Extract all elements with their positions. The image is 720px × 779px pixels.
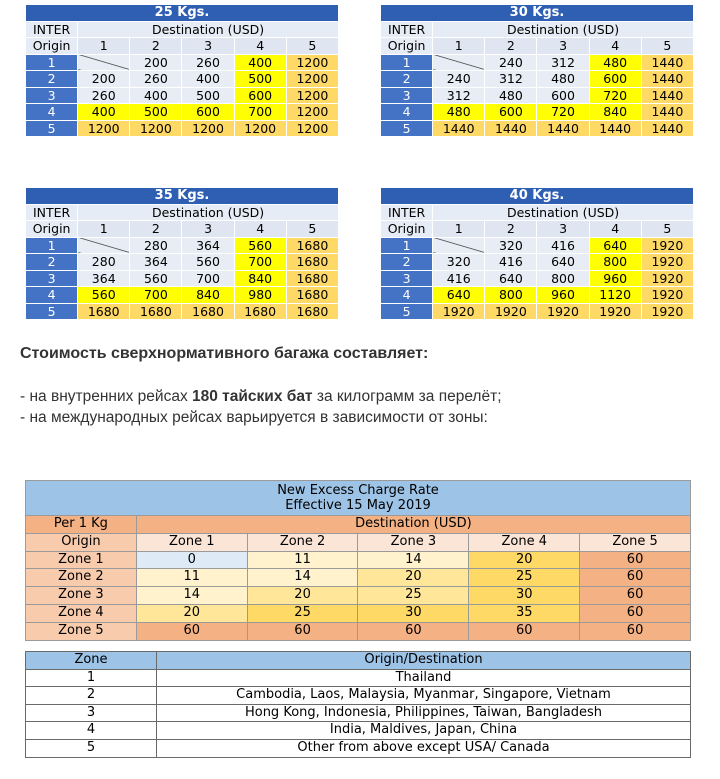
origin-label: Origin (26, 38, 78, 55)
excess-origin-label: Origin (26, 533, 137, 551)
excess-rate-cell: 20 (469, 551, 580, 569)
origin-zone-label: Zone 3 (26, 587, 137, 605)
rate-cell: 700 (130, 287, 182, 304)
rate-cell: 640 (589, 237, 641, 254)
rate-cell: 720 (537, 104, 589, 121)
origin-row-label: 3 (26, 270, 78, 287)
origin-label: Origin (26, 221, 78, 238)
destination-column-header: 1 (433, 38, 485, 55)
rate-cell: 560 (234, 237, 286, 254)
rate-cell: 280 (78, 254, 130, 271)
rate-cell: 1200 (78, 120, 130, 137)
rate-cell: 560 (130, 270, 182, 287)
zone-list-table (25, 651, 691, 758)
rate-cell: 480 (589, 54, 641, 71)
excess-title-line2: Effective 15 May 2019 (285, 498, 431, 513)
rate-cell: 1680 (286, 270, 338, 287)
corner-label: INTER (381, 204, 433, 221)
rate-cell: 640 (485, 270, 537, 287)
excess-rate-cell: 35 (469, 604, 580, 622)
rate-cell: 1440 (641, 71, 693, 88)
rate-cell: 1680 (130, 303, 182, 320)
rate-cell: 840 (589, 104, 641, 121)
baggage-rate-table (380, 4, 694, 137)
destination-column-header: 4 (589, 221, 641, 238)
rate-cell: 1680 (286, 303, 338, 320)
rate-cell: 416 (485, 254, 537, 271)
origin-row-label: 1 (26, 237, 78, 254)
rate-cell: 600 (589, 71, 641, 88)
rate-cell: 400 (234, 54, 286, 71)
rate-cell: 960 (589, 270, 641, 287)
rate-cell: 312 (485, 71, 537, 88)
per-kg-label: Per 1 Kg (26, 516, 137, 534)
rate-cell: 840 (182, 287, 234, 304)
rate-cell: 1680 (286, 237, 338, 254)
destination-column-header: 5 (286, 221, 338, 238)
zone-number: 2 (26, 687, 157, 705)
destination-label: Destination (USD) (433, 204, 694, 221)
origin-row-label: 3 (381, 270, 433, 287)
excess-heading: Стоимость сверхнормативного багажа составляет: (20, 345, 429, 362)
rate-cell: 1920 (537, 303, 589, 320)
rate-cell: 560 (78, 287, 130, 304)
rate-cell: 1120 (589, 287, 641, 304)
excess-destination-label: Destination (USD) (136, 516, 690, 534)
rate-cell: 1440 (641, 87, 693, 104)
rate-cell: 1200 (286, 71, 338, 88)
rate-cell: 1200 (286, 54, 338, 71)
origin-zone-label: Zone 2 (26, 569, 137, 587)
rate-cell: 312 (433, 87, 485, 104)
zone-number: 1 (26, 669, 157, 687)
rate-cell: 1920 (641, 287, 693, 304)
rate-cell: 600 (485, 104, 537, 121)
excess-rate-cell: 14 (247, 569, 358, 587)
origin-label: Origin (381, 38, 433, 55)
rate-cell: 364 (182, 237, 234, 254)
zone-number: 4 (26, 722, 157, 740)
destination-zone-header: Zone 2 (247, 533, 358, 551)
excess-rate-cell: 60 (358, 622, 469, 640)
rate-cell: 640 (433, 287, 485, 304)
excess-rate-cell: 14 (358, 551, 469, 569)
origin-row-label: 5 (381, 303, 433, 320)
rate-cell: 1680 (234, 303, 286, 320)
excess-rate-cell: 60 (580, 604, 691, 622)
rate-cell: 1680 (78, 303, 130, 320)
destination-label: Destination (USD) (78, 21, 339, 38)
rate-cell: 1920 (641, 254, 693, 271)
origin-row-label: 2 (26, 71, 78, 88)
excess-rate-cell: 30 (358, 604, 469, 622)
destination-zone-header: Zone 5 (580, 533, 691, 551)
corner-label: INTER (381, 21, 433, 38)
rate-cell: 200 (130, 54, 182, 71)
excess-rate-cell: 25 (247, 604, 358, 622)
rate-cell: 200 (78, 71, 130, 88)
rate-cell: 1200 (234, 120, 286, 137)
excess-rate-cell: 25 (358, 587, 469, 605)
rate-cell: 1440 (433, 120, 485, 137)
rate-cell: 400 (78, 104, 130, 121)
rate-cell: 1680 (182, 303, 234, 320)
rate-cell: 260 (130, 71, 182, 88)
destination-column-header: 4 (234, 38, 286, 55)
rate-cell: 240 (433, 71, 485, 88)
rate-cell: 500 (182, 87, 234, 104)
excess-rate-cell: 60 (247, 622, 358, 640)
rate-cell: 560 (182, 254, 234, 271)
destination-column-header: 5 (641, 221, 693, 238)
zone-header: Zone (26, 652, 157, 670)
weight-title: 40 Kgs. (381, 188, 694, 205)
baggage-rate-table (25, 187, 339, 320)
rate-cell (78, 54, 130, 71)
rate-cell: 400 (130, 87, 182, 104)
zone-countries: Hong Kong, Indonesia, Philippines, Taiwan, Bangladesh (157, 704, 691, 722)
rate-cell: 260 (182, 54, 234, 71)
origin-row-label: 3 (381, 87, 433, 104)
rate-cell: 1200 (182, 120, 234, 137)
excess-title (26, 481, 691, 516)
rate-cell: 840 (234, 270, 286, 287)
rate-cell: 416 (537, 237, 589, 254)
rate-cell: 364 (130, 254, 182, 271)
destination-column-header: 5 (286, 38, 338, 55)
rate-cell: 1440 (537, 120, 589, 137)
excess-rate-cell: 20 (247, 587, 358, 605)
rate-cell: 700 (234, 254, 286, 271)
weight-title: 30 Kgs. (381, 5, 694, 22)
rate-cell: 1440 (641, 120, 693, 137)
origin-destination-header: Origin/Destination (157, 652, 691, 670)
rate-cell: 320 (433, 254, 485, 271)
destination-column-header: 2 (130, 38, 182, 55)
zone-countries: India, Maldives, Japan, China (157, 722, 691, 740)
destination-column-header: 3 (537, 221, 589, 238)
origin-label: Origin (381, 221, 433, 238)
origin-row-label: 4 (26, 287, 78, 304)
baggage-table-35kg (25, 187, 339, 320)
origin-row-label: 1 (26, 54, 78, 71)
excess-rate-cell: 60 (580, 569, 691, 587)
baggage-table-40kg (380, 187, 694, 320)
rate-cell: 1200 (286, 104, 338, 121)
destination-column-header: 3 (537, 38, 589, 55)
destination-column-header: 5 (641, 38, 693, 55)
excess-rate-cell: 60 (136, 622, 247, 640)
rate-cell: 720 (589, 87, 641, 104)
rate-cell: 1920 (641, 237, 693, 254)
domestic-line-suffix: за килограмм за перелёт; (312, 388, 502, 405)
rate-cell: 1920 (485, 303, 537, 320)
zone-countries: Cambodia, Laos, Malaysia, Myanmar, Singapore, Vietnam (157, 687, 691, 705)
rate-cell: 364 (78, 270, 130, 287)
domestic-line-prefix: - на внутренних рейсах (20, 388, 192, 405)
origin-row-label: 4 (26, 104, 78, 121)
destination-column-header: 3 (182, 221, 234, 238)
rate-cell: 1440 (589, 120, 641, 137)
rate-cell: 240 (485, 54, 537, 71)
rate-cell: 960 (537, 287, 589, 304)
zone-countries: Thailand (157, 669, 691, 687)
origin-row-label: 2 (381, 71, 433, 88)
origin-zone-label: Zone 5 (26, 622, 137, 640)
destination-column-header: 4 (589, 38, 641, 55)
rate-cell: 1440 (641, 104, 693, 121)
rate-cell (78, 237, 130, 254)
rate-cell: 1920 (641, 270, 693, 287)
rate-cell: 700 (182, 270, 234, 287)
destination-label: Destination (USD) (433, 21, 694, 38)
origin-row-label: 1 (381, 54, 433, 71)
corner-label: INTER (26, 204, 78, 221)
excess-rate-cell: 20 (358, 569, 469, 587)
origin-row-label: 2 (381, 254, 433, 271)
destination-column-header: 1 (78, 221, 130, 238)
destination-zone-header: Zone 3 (358, 533, 469, 551)
excess-rate-cell: 11 (247, 551, 358, 569)
corner-label: INTER (26, 21, 78, 38)
international-line: - на международных рейсах варьируется в зависимости от зоны: (20, 409, 488, 426)
rate-cell: 600 (182, 104, 234, 121)
rate-cell: 480 (537, 71, 589, 88)
rate-cell: 480 (485, 87, 537, 104)
excess-rate-cell: 60 (580, 587, 691, 605)
origin-row-label: 1 (381, 237, 433, 254)
excess-rate-cell: 60 (580, 622, 691, 640)
destination-label: Destination (USD) (78, 204, 339, 221)
rate-cell: 700 (234, 104, 286, 121)
rate-cell: 416 (433, 270, 485, 287)
rate-cell: 260 (78, 87, 130, 104)
origin-row-label: 5 (26, 120, 78, 137)
rate-cell: 480 (433, 104, 485, 121)
destination-column-header: 4 (234, 221, 286, 238)
destination-column-header: 1 (433, 221, 485, 238)
baggage-rate-table (25, 4, 339, 137)
zone-number: 3 (26, 704, 157, 722)
origin-row-label: 5 (381, 120, 433, 137)
rate-cell (433, 237, 485, 254)
destination-column-header: 2 (485, 38, 537, 55)
baggage-table-30kg (380, 4, 694, 137)
rate-cell: 320 (485, 237, 537, 254)
rate-cell (433, 54, 485, 71)
rate-cell: 800 (537, 270, 589, 287)
domestic-rate: 180 тайских бат (192, 388, 313, 405)
origin-zone-label: Zone 4 (26, 604, 137, 622)
rate-cell: 280 (130, 237, 182, 254)
weight-title: 25 Kgs. (26, 5, 339, 22)
origin-row-label: 3 (26, 87, 78, 104)
rate-cell: 800 (485, 287, 537, 304)
destination-zone-header: Zone 1 (136, 533, 247, 551)
excess-rate-cell: 60 (469, 622, 580, 640)
destination-column-header: 3 (182, 38, 234, 55)
baggage-rate-table (380, 187, 694, 320)
excess-rate-cell: 25 (469, 569, 580, 587)
domestic-line (20, 388, 502, 406)
rate-cell: 640 (537, 254, 589, 271)
rate-cell: 1440 (641, 54, 693, 71)
rate-cell: 600 (537, 87, 589, 104)
zone-countries: Other from above except USA/ Canada (157, 739, 691, 757)
rate-cell: 1200 (286, 120, 338, 137)
rate-cell: 1920 (641, 303, 693, 320)
rate-cell: 312 (537, 54, 589, 71)
excess-rate-cell: 11 (136, 569, 247, 587)
excess-rate-cell: 20 (136, 604, 247, 622)
rate-cell: 1200 (130, 120, 182, 137)
origin-row-label: 2 (26, 254, 78, 271)
rate-cell: 1920 (589, 303, 641, 320)
zone-number: 5 (26, 739, 157, 757)
baggage-table-25kg (25, 4, 339, 137)
destination-column-header: 2 (130, 221, 182, 238)
origin-row-label: 4 (381, 287, 433, 304)
origin-zone-label: Zone 1 (26, 551, 137, 569)
rate-cell: 500 (234, 71, 286, 88)
rate-cell: 1200 (286, 87, 338, 104)
rate-cell: 800 (589, 254, 641, 271)
rate-cell: 400 (182, 71, 234, 88)
origin-row-label: 5 (26, 303, 78, 320)
weight-title: 35 Kgs. (26, 188, 339, 205)
rate-cell: 1920 (433, 303, 485, 320)
destination-zone-header: Zone 4 (469, 533, 580, 551)
rate-cell: 600 (234, 87, 286, 104)
rate-cell: 1680 (286, 254, 338, 271)
excess-charge-table (25, 480, 691, 641)
excess-title-line1: New Excess Charge Rate (277, 483, 439, 498)
rate-cell: 500 (130, 104, 182, 121)
rate-cell: 980 (234, 287, 286, 304)
origin-row-label: 4 (381, 104, 433, 121)
excess-rate-cell: 30 (469, 587, 580, 605)
excess-rate-cell: 60 (580, 551, 691, 569)
excess-rate-cell: 14 (136, 587, 247, 605)
destination-column-header: 2 (485, 221, 537, 238)
destination-column-header: 1 (78, 38, 130, 55)
excess-rate-cell: 0 (136, 551, 247, 569)
rate-cell: 1680 (286, 287, 338, 304)
rate-cell: 1440 (485, 120, 537, 137)
